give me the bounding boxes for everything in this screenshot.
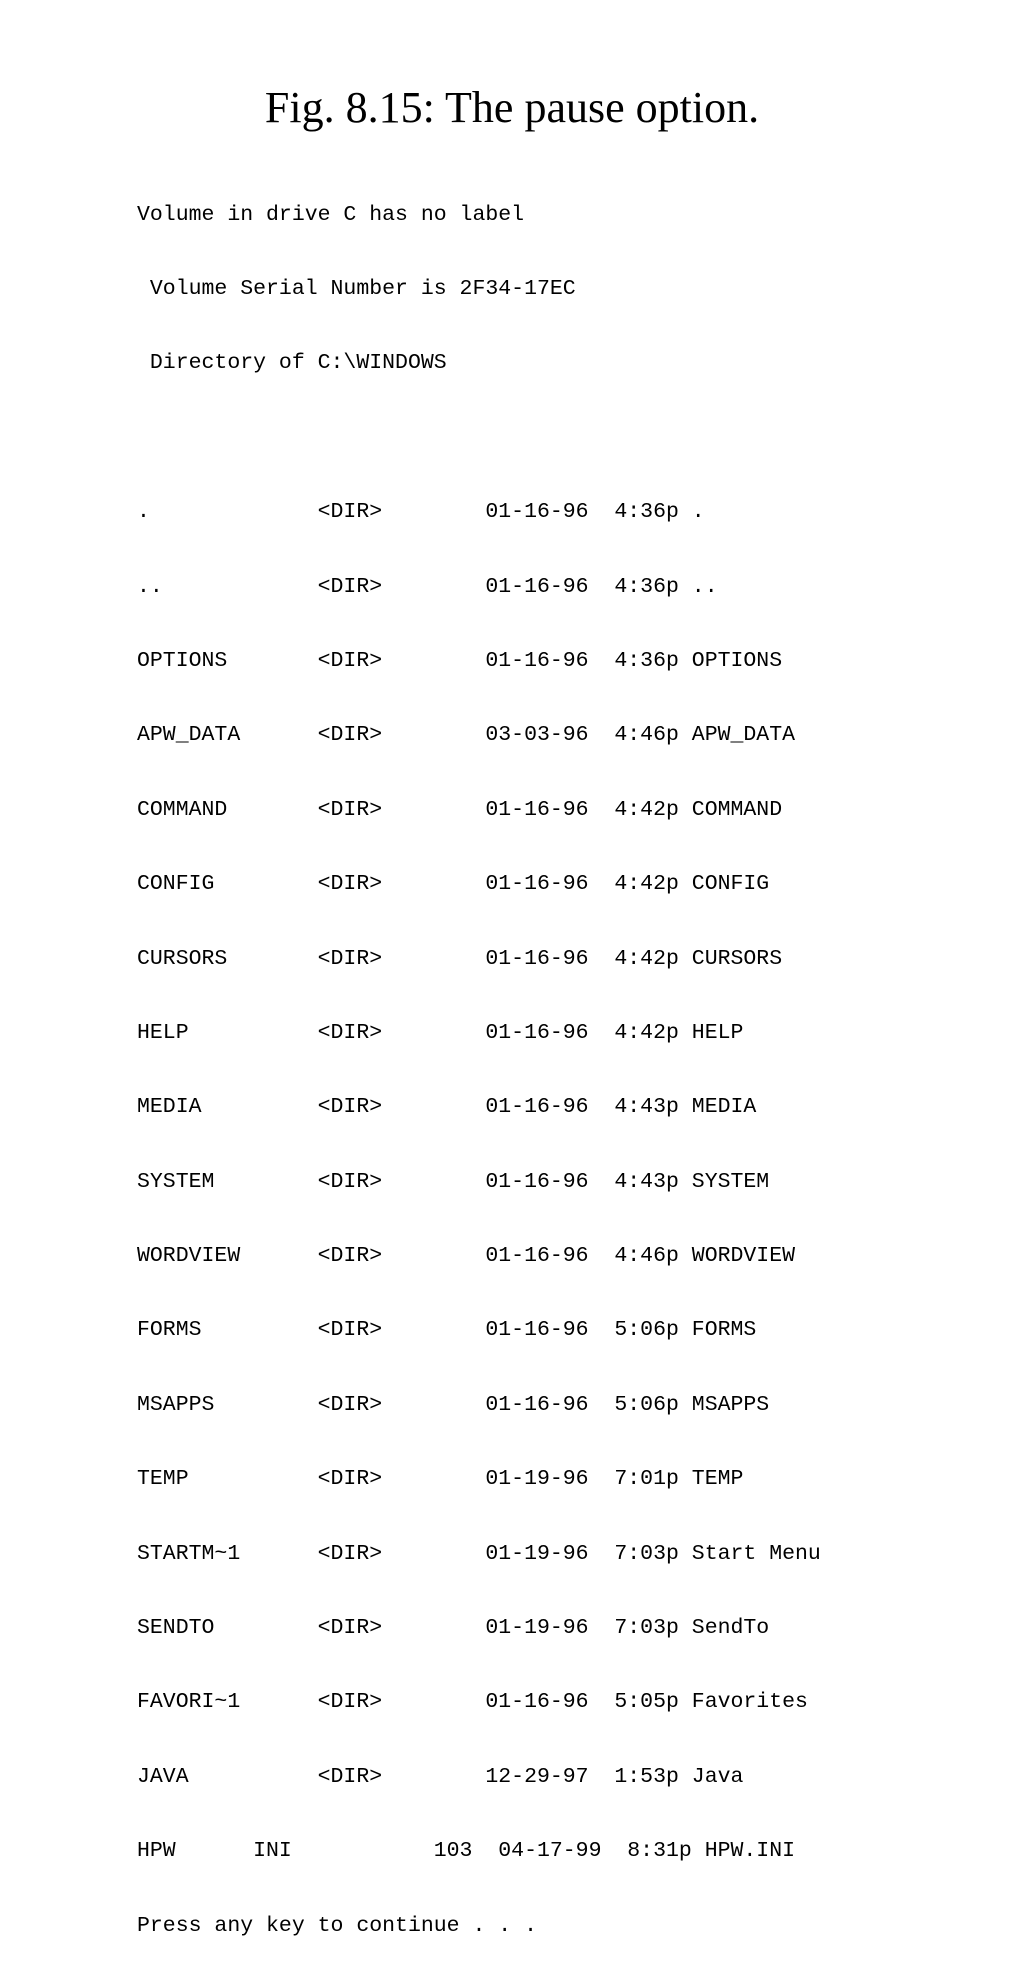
listing-entry: MEDIA <DIR> 01-16-96 4:43p MEDIA [137,1095,757,1120]
listing-entry: FORMS <DIR> 01-16-96 5:06p FORMS [137,1318,757,1343]
blank-line [137,426,821,451]
listing-entry: JAVA <DIR> 12-29-97 1:53p Java [137,1764,744,1789]
listing-entry: FAVORI~1 <DIR> 01-16-96 5:05p Favorites [137,1690,808,1715]
listing-entry: . <DIR> 01-16-96 4:36p . [137,500,705,525]
listing-entry: OPTIONS <DIR> 01-16-96 4:36p OPTIONS [137,648,783,673]
listing-entry: CURSORS <DIR> 01-16-96 4:42p CURSORS [137,946,783,971]
directory-path-line: Directory of C:\WINDOWS [137,351,447,376]
listing-entry: .. <DIR> 01-16-96 4:36p .. [137,574,718,599]
listing-entry: CONFIG <DIR> 01-16-96 4:42p CONFIG [137,872,770,897]
listing-entry: HPW INI 103 04-17-99 8:31p HPW.INI [137,1839,796,1864]
pause-prompt: Press any key to continue . . . [137,1913,537,1938]
listing-entry: TEMP <DIR> 01-19-96 7:01p TEMP [137,1467,744,1492]
directory-listing [137,153,821,1963]
listing-entry: COMMAND <DIR> 01-16-96 4:42p COMMAND [137,797,783,822]
listing-entry: MSAPPS <DIR> 01-16-96 5:06p MSAPPS [137,1392,770,1417]
listing-entry: APW_DATA <DIR> 03-03-96 4:46p APW_DATA [137,723,796,748]
listing-entry: WORDVIEW <DIR> 01-16-96 4:46p WORDVIEW [137,1244,796,1269]
volume-serial-line: Volume Serial Number is 2F34-17EC [137,276,576,301]
listing-entry: SENDTO <DIR> 01-19-96 7:03p SendTo [137,1616,770,1641]
listing-entry: SYSTEM <DIR> 01-16-96 4:43p SYSTEM [137,1169,770,1194]
volume-label-line: Volume in drive C has no label [137,202,525,227]
listing-entry: STARTM~1 <DIR> 01-19-96 7:03p Start Menu [137,1541,821,1566]
slide-title: Fig. 8.15: The pause option. [264,83,760,132]
listing-entry: HELP <DIR> 01-16-96 4:42p HELP [137,1020,744,1045]
